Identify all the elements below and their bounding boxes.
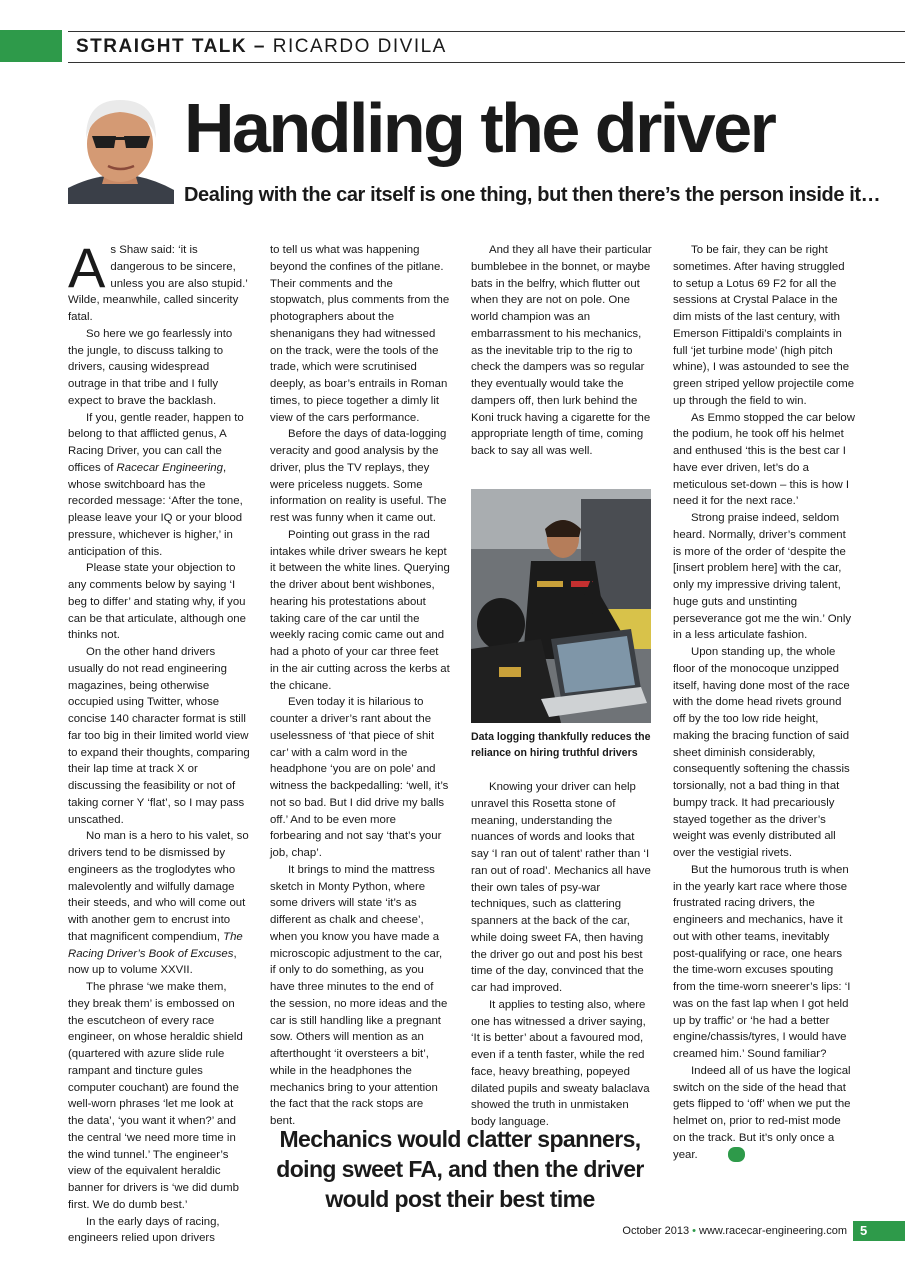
header-rule-bottom <box>68 62 905 63</box>
paragraph: The phrase ‘we make them, they break them’ is embossed on the escutcheon of every race engineer, on whose heraldic shield (quartered with azure slide rule rampant and tincture gules computer couchant) are found the well-worn phrases ‘let me look at the data’, ‘you want it when?’ and the central ‘we need more time in the wind tunnel.’ The engineer’s view of the equivalent heraldic banner for drivers is ‘we did dumb first. We do dumb best.’ <box>68 981 243 1211</box>
text-column-2 <box>270 242 450 1130</box>
text-column-3-continued <box>471 779 653 1131</box>
text-column-1 <box>68 236 250 1247</box>
paragraph: Knowing your driver can help unravel this Rosetta stone of meaning, understanding the nuances of words and looks that say ‘I ran out of talent’ rather than ‘I ran out of road’. Mechanics all have their own tales of psy-war techniques, such as clattering spanners at the back of the car, while doing sweet FA, then having the driver go out and post his best time of the day, convinced that the car had improved. <box>471 781 651 994</box>
article-title: Handling the driver <box>184 89 775 167</box>
footer-bullet: • <box>692 1225 696 1237</box>
paragraph: Indeed all of us have the logical switch on the side of the head that gets flipped to ‘off’ when we put the helmet on, prior to red-mist mode on the track. But it’s only once a year. R <box>673 1064 851 1161</box>
paragraph: Upon standing up, the whole floor of the monocoque unzipped itself, having done most of the race with the dome head rivets ground off by the too low ride height, making the bracing function of said sheet diminish considerably, consequently softening the chassis torsionally, not a bad thing in that bumpy track. It had precariously stayed together as the driver’s weight was evenly distributed all over the vestigial rivets. <box>673 646 850 859</box>
website-url: www.racecar-engineering.com <box>699 1225 847 1237</box>
paragraph: In the early days of racing, engineers relied upon drivers <box>68 1215 220 1245</box>
section-heading <box>76 36 447 58</box>
paragraph: And they all have their particular bumblebee in the bonnet, or maybe bats in the belfry, which flutter out when they are not on pole. One world champion was an embarrassment to his mechanics, as the inevitable trip to the rig to check the dampers was so regular they eventually would take the dampers off, then lurk behind the Koni truck having a cigarette for the appropriate length of time, coming back to say all was well. <box>471 244 652 457</box>
paragraph: Before the days of data-logging veracity and good analysis by the driver, plus the TV replays, they were priceless nuggets. Some information on reality is useful. The rest was funny when it came out. <box>270 428 447 524</box>
paragraph: If you, gentle reader, happen to belong to that afflicted genus, A Racing Driver, you can call the offices of Racecar Engineering, whose switchboard has the recorded message: ‘After the tone, please leave your IQ or your blood pressure, whichever is higher,’ in anticipation of this. <box>68 411 244 558</box>
paragraph: to tell us what was happening beyond the confines of the pitlane. Their comments and the stopwatch, plus comments from the photographers about the shenanigans they had witnessed on the track, were the tools of the trade, which were scrutinised deeply, as boar’s entrails in Roman times, to piece together a dimly lit view of the cars performance. <box>270 244 450 424</box>
paragraph: To be fair, they can be right sometimes. After having struggled to setup a Lotus 69 F2 for all the sessions at Crystal Palace in the dim mists of the last century, with Emerson Fittipaldi’s complaints in full ‘jet turbine mode’ (high pitch whine), I was astounded to see the green striped yellow projectile come up through the field to win. <box>673 244 855 407</box>
paragraph: As Shaw said: ‘it is dangerous to be sincere, unless you are also stupid.’ Wilde, meanwhile, called sincerity fatal. <box>68 236 248 323</box>
photo-engineers-laptop <box>471 489 651 723</box>
page-number: 5 <box>853 1221 905 1241</box>
article-standfirst: Dealing with the car itself is one thing, but then there’s the person inside it… <box>184 184 881 206</box>
header-rule-top <box>68 31 905 32</box>
page-footer <box>622 1225 847 1237</box>
author-portrait <box>68 92 174 204</box>
paragraph: On the other hand drivers usually do not read engineering magazines, being otherwise occupied using Twitter, whose concise 140 character format is still far too big in their limited world view to expand their thoughts, comparing their lap time at track X or discussing the feasibility or not of taking corner Y ‘flat’, so I may pass unscathed. <box>68 646 250 826</box>
photo-caption: Data logging thankfully reduces the reliance on hiring truthful drivers <box>471 731 651 759</box>
paragraph: As Emmo stopped the car below the podium, he took off his helmet and enthused ‘this is the best car I have ever driven, let’s do a meticulous set-down – this is how I need it for the next race.’ <box>673 411 855 508</box>
section-color-tab <box>0 30 62 62</box>
section-author: RICARDO DIVILA <box>272 36 447 57</box>
pull-quote: Mechanics would clatter spanners, doing sweet FA, and then the driver would post their best time <box>276 1126 644 1212</box>
paragraph: It brings to mind the mattress sketch in Monty Python, where some drivers will state ‘it’s as different as chalk and cheese’, when you know you have made a microscopic adjustment to the car, if only to do something, as you have three minutes to the end of the session, no more ideas and the car is still handling like a pregnant sow. Others will mention as an afterthought ‘it oversteers a bit’, while in the headphones the mechanics bring to your attention the fact that the rack stops are bent. <box>270 863 448 1127</box>
issue-date: October 2013 <box>622 1225 690 1237</box>
paragraph: Strong praise indeed, seldom heard. Normally, driver’s comment is more of the order of ‘despite the [insert problem here] with the car, only my impressive driving talent, huge guts and unstinting perseverance got me the win.’ Only in a less articulate fashion. <box>673 512 852 642</box>
paragraph: Pointing out grass in the rad intakes while driver swears he kept it between the white lines. Querying the driver about bent wishbones, hearing his protestations about taking care of the car until the weekly racing comic came out and had a photo of your car three feet in the air cutting across the kerbs at the chicane. <box>270 528 450 692</box>
end-mark-icon: R <box>728 1147 745 1162</box>
paragraph: But the humorous truth is when in the yearly kart race where those frustrated racing drivers, the engineers and mechanics, have it out with other teams, inevitably post-qualifying or race, one hears the time-worn excuses spouting from the time-worn sneerer’s lips: ‘I was on the fast lap when I got held up by traffic’ or ‘he had a better engine/chassis/tyres, I would have creamed him.’ Sound familiar? <box>673 863 851 1060</box>
paragraph: So here we go fearlessly into the jungle, to discuss talking to drivers, causing widespread outrage in that tribe and I fully expect to brave the backlash. <box>68 327 233 407</box>
text-column-3 <box>471 242 653 460</box>
section-series: STRAIGHT TALK – <box>76 36 266 57</box>
drop-cap: A <box>68 236 106 299</box>
paragraph: Please state your objection to any comments below by saying ‘I beg to differ’ and stating why, if you can be that articulate, although one thinks not. <box>68 562 246 642</box>
text-column-4 <box>673 242 855 1163</box>
paragraph: No man is a hero to his valet, so drivers tend to be dismissed by engineers as the troglodytes who malevolently and wilfully damage their steeds, and who will come out with another gem to encrust into that magnificent compendium, The Racing Driver’s Book of Excuses, now up to volume XXVII. <box>68 830 249 977</box>
paragraph: Even today it is hilarious to counter a driver’s rant about the uselessness of ‘that piece of shit car’ with a calm word in the headphone ‘you are on pole’ and witness the backpedalling: ‘well, it’s not so bad. But I did drive my balls off.’ And to be even more forbearing and not say ‘that’s your job, chap’. <box>270 696 449 859</box>
paragraph: It applies to testing also, where one has witnessed a driver saying, ‘It is better’ about a favoured mod, even if a tenth faster, while the red face, heavy breathing, popeyed dilated pupils and sweaty balaclava showed the truth in unmistaken body language. <box>471 998 650 1128</box>
